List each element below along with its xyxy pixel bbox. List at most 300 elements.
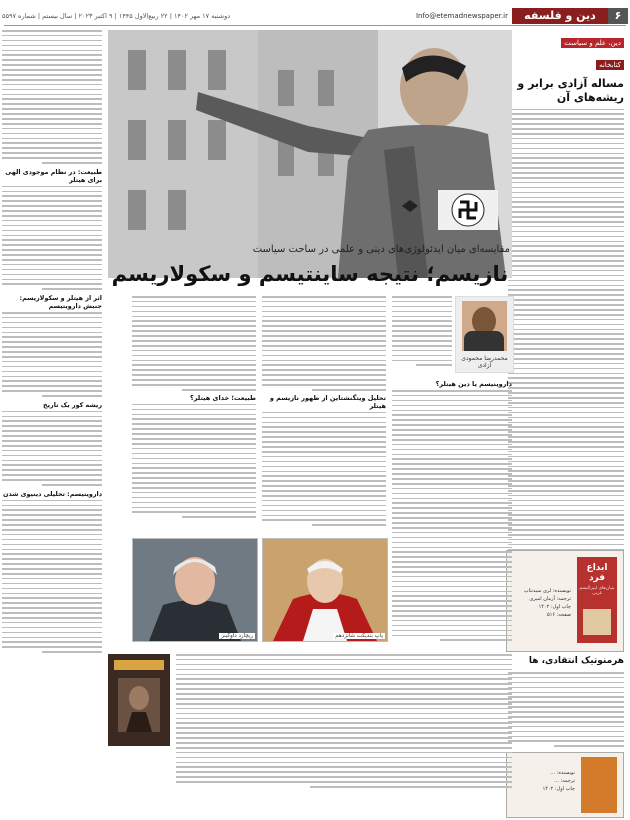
text-line bbox=[132, 369, 256, 371]
text-line bbox=[508, 333, 624, 335]
text-line bbox=[176, 669, 512, 671]
text-line bbox=[392, 478, 512, 480]
article-col-2 bbox=[262, 296, 386, 534]
right-column-title: مساله آزادی برابر و ریشه‌های آن bbox=[517, 77, 624, 104]
text-line bbox=[176, 708, 512, 710]
text-line bbox=[508, 510, 624, 512]
text-line bbox=[392, 551, 512, 553]
text-line bbox=[2, 617, 102, 619]
text-line bbox=[508, 294, 624, 296]
text-line bbox=[508, 113, 624, 115]
text-line bbox=[392, 595, 512, 597]
text-line bbox=[508, 182, 624, 184]
text-line bbox=[2, 558, 102, 560]
text-line bbox=[508, 304, 624, 306]
text-line bbox=[392, 340, 452, 342]
text-line bbox=[508, 358, 624, 360]
text-line bbox=[262, 422, 386, 424]
text-line bbox=[2, 103, 102, 105]
text-line bbox=[132, 492, 256, 494]
text-line bbox=[262, 330, 386, 332]
page-number: ۶ bbox=[608, 8, 628, 24]
text-line bbox=[2, 220, 102, 222]
text-line bbox=[262, 306, 386, 308]
text-line bbox=[2, 524, 102, 526]
text-line bbox=[508, 348, 624, 350]
text-line bbox=[2, 553, 102, 555]
second-book-title: هرمنوتیک انتقادی، ها bbox=[528, 656, 624, 666]
text-line bbox=[176, 674, 512, 676]
text-line bbox=[392, 301, 452, 303]
subhead: طبیعت: در نظام موجودی الهی برای هیتلر bbox=[5, 167, 102, 184]
text-line bbox=[392, 512, 512, 514]
text-line bbox=[2, 74, 102, 76]
text-line bbox=[392, 449, 512, 451]
text-line bbox=[262, 446, 386, 448]
text-line bbox=[508, 167, 624, 169]
text-line bbox=[440, 639, 512, 641]
text-line bbox=[2, 376, 102, 378]
text-line bbox=[2, 142, 102, 144]
text-line bbox=[132, 448, 256, 450]
text-line bbox=[392, 488, 512, 490]
text-line bbox=[508, 197, 624, 199]
text-line bbox=[508, 524, 624, 526]
text-line bbox=[392, 296, 452, 298]
text-line bbox=[2, 317, 102, 319]
book-ad-box bbox=[506, 550, 624, 652]
hero-overline: مقایسه‌ای میان ایدئولوژی‌های دینی و علمی در ساحت سیاست bbox=[252, 244, 510, 255]
text-line bbox=[508, 216, 624, 218]
text-line bbox=[132, 511, 256, 513]
text-line bbox=[392, 605, 512, 607]
subhead: داروینیسم یا دین هیتلر؟ bbox=[435, 380, 512, 388]
text-line bbox=[2, 312, 102, 314]
text-line bbox=[392, 330, 452, 332]
text-line bbox=[392, 635, 512, 637]
text-line bbox=[392, 620, 512, 622]
text-line bbox=[2, 54, 102, 56]
text-line bbox=[508, 143, 624, 145]
text-line bbox=[508, 153, 624, 155]
text-line bbox=[176, 693, 512, 695]
text-line bbox=[392, 355, 452, 357]
text-line bbox=[132, 423, 256, 425]
text-line bbox=[508, 461, 624, 463]
text-line bbox=[508, 480, 624, 482]
text-line bbox=[132, 458, 256, 460]
text-line bbox=[392, 473, 512, 475]
text-line bbox=[416, 364, 452, 366]
text-line bbox=[2, 94, 102, 96]
text-line bbox=[392, 390, 512, 392]
text-line bbox=[262, 441, 386, 443]
text-line bbox=[2, 191, 102, 193]
text-line bbox=[508, 431, 624, 433]
book-meta-line: ترجمه: آرمان امیری bbox=[529, 596, 571, 602]
book-cover-image bbox=[577, 557, 617, 643]
text-line bbox=[262, 451, 386, 453]
text-line bbox=[2, 239, 102, 241]
text-line bbox=[176, 659, 512, 661]
main-headline: نازیسم؛ نتیجه ساینتیسم و سکولاریسم bbox=[111, 262, 509, 286]
text-line bbox=[508, 382, 624, 384]
right-column-body-text bbox=[508, 109, 624, 575]
text-line bbox=[2, 583, 102, 585]
text-line bbox=[2, 505, 102, 507]
text-line bbox=[132, 472, 256, 474]
text-line bbox=[176, 683, 512, 685]
text-line bbox=[508, 514, 624, 516]
text-line bbox=[508, 682, 624, 684]
text-line bbox=[2, 336, 102, 338]
masthead bbox=[2, 8, 628, 24]
text-line bbox=[262, 500, 386, 502]
text-line bbox=[262, 360, 386, 362]
text-line bbox=[2, 108, 102, 110]
text-line bbox=[2, 500, 102, 502]
text-line bbox=[508, 172, 624, 174]
text-line bbox=[2, 371, 102, 373]
author-body bbox=[464, 331, 504, 351]
text-line bbox=[176, 713, 512, 715]
text-line bbox=[176, 766, 512, 768]
book-cover-subtitle: بنیان‌های لیبرالیسم غربی bbox=[579, 586, 615, 596]
text-line bbox=[392, 335, 452, 337]
text-line bbox=[508, 696, 624, 698]
subsection-tag: دین، علم و سیاست bbox=[561, 38, 624, 48]
book-meta-line: صفحه: ۵۱۶ bbox=[546, 612, 571, 618]
text-line bbox=[262, 374, 386, 376]
text-line bbox=[2, 563, 102, 565]
text-line bbox=[508, 133, 624, 135]
text-line bbox=[132, 345, 256, 347]
text-line bbox=[392, 522, 512, 524]
text-line bbox=[508, 500, 624, 502]
left-column bbox=[2, 30, 102, 815]
text-line bbox=[2, 59, 102, 61]
text-line bbox=[392, 434, 512, 436]
book-meta-line: نویسنده: لری سیدنتاپ bbox=[523, 588, 571, 594]
text-line bbox=[2, 450, 102, 452]
text-line bbox=[508, 177, 624, 179]
text-line bbox=[2, 464, 102, 466]
text-line bbox=[392, 615, 512, 617]
text-line bbox=[2, 479, 102, 481]
subhead: اثر از هیتلر و سکولاریسم: جنبش داروینیسم bbox=[19, 293, 102, 310]
text-line bbox=[2, 113, 102, 115]
text-line bbox=[508, 270, 624, 272]
text-line bbox=[2, 646, 102, 648]
text-line bbox=[2, 622, 102, 624]
email-link[interactable]: Info@etemadnewspaper.ir bbox=[415, 12, 508, 20]
subhead: داروینیسم: تحلیلی دینیوی شدن bbox=[3, 489, 102, 498]
text-line bbox=[262, 490, 386, 492]
text-line bbox=[132, 487, 256, 489]
text-line bbox=[508, 138, 624, 140]
text-line bbox=[392, 610, 512, 612]
text-line bbox=[508, 206, 624, 208]
text-line bbox=[508, 280, 624, 282]
text-line bbox=[262, 475, 386, 477]
text-line bbox=[392, 586, 512, 588]
text-line bbox=[2, 45, 102, 47]
text-line bbox=[2, 641, 102, 643]
text-line bbox=[508, 236, 624, 238]
text-line bbox=[508, 221, 624, 223]
text-line bbox=[2, 361, 102, 363]
text-line bbox=[2, 118, 102, 120]
text-line bbox=[392, 561, 512, 563]
text-line bbox=[132, 507, 256, 509]
text-line bbox=[132, 325, 256, 327]
text-line bbox=[2, 509, 102, 511]
text-line bbox=[508, 299, 624, 301]
text-line bbox=[42, 288, 102, 290]
text-line bbox=[2, 186, 102, 188]
text-line bbox=[2, 244, 102, 246]
text-line bbox=[508, 128, 624, 130]
text-line bbox=[392, 463, 512, 465]
text-line bbox=[2, 593, 102, 595]
section-banner: دین و فلسفه bbox=[512, 8, 608, 24]
text-line bbox=[262, 519, 386, 521]
text-line bbox=[262, 495, 386, 497]
masthead-rule bbox=[4, 25, 626, 26]
text-line bbox=[2, 332, 102, 334]
text-line bbox=[132, 438, 256, 440]
text-line bbox=[508, 466, 624, 468]
text-line bbox=[2, 474, 102, 476]
text-line bbox=[312, 389, 386, 391]
text-line bbox=[2, 30, 102, 32]
second-book-text bbox=[508, 672, 624, 750]
text-line bbox=[508, 544, 624, 546]
text-line bbox=[392, 429, 512, 431]
text-line bbox=[392, 468, 512, 470]
text-line bbox=[262, 369, 386, 371]
author-name: محمدرضا محمودی آزادی bbox=[461, 355, 508, 369]
text-line bbox=[508, 314, 624, 316]
text-line bbox=[508, 402, 624, 404]
text-line bbox=[508, 250, 624, 252]
article-col-1 bbox=[392, 380, 512, 650]
text-line bbox=[508, 422, 624, 424]
text-line bbox=[2, 460, 102, 462]
text-line bbox=[392, 325, 452, 327]
text-line bbox=[508, 740, 624, 742]
text-line bbox=[392, 591, 512, 593]
text-line bbox=[176, 781, 512, 783]
text-line bbox=[508, 711, 624, 713]
text-line bbox=[2, 152, 102, 154]
article-col-3 bbox=[132, 296, 256, 534]
text-line bbox=[2, 322, 102, 324]
text-line bbox=[176, 762, 512, 764]
text-line bbox=[508, 275, 624, 277]
text-line bbox=[392, 566, 512, 568]
text-line bbox=[2, 84, 102, 86]
text-line bbox=[508, 260, 624, 262]
text-line bbox=[508, 716, 624, 718]
text-line bbox=[132, 384, 256, 386]
dateline: دوشنبه ۱۷ مهر ۱۴۰۲ | ۲۲ ربیع‌الاول ۱۴۴۵ | ۹ اکتبر ۲۰۲۳ | سال بیستم | شماره ۵۵۹۷ bbox=[2, 12, 231, 20]
text-line bbox=[2, 573, 102, 575]
text-line bbox=[2, 64, 102, 66]
book-meta-line: چاپ اول: ۱۴۰۲ bbox=[538, 604, 571, 610]
text-line bbox=[508, 231, 624, 233]
text-line bbox=[2, 351, 102, 353]
text-line bbox=[176, 727, 512, 729]
text-line bbox=[2, 578, 102, 580]
text-line bbox=[508, 490, 624, 492]
text-line bbox=[2, 147, 102, 149]
text-line bbox=[262, 320, 386, 322]
text-line bbox=[508, 672, 624, 674]
text-line bbox=[182, 516, 256, 518]
text-line bbox=[2, 264, 102, 266]
text-line bbox=[508, 470, 624, 472]
text-line bbox=[2, 469, 102, 471]
text-line bbox=[508, 392, 624, 394]
text-line bbox=[508, 343, 624, 345]
text-line bbox=[392, 311, 452, 313]
text-line bbox=[262, 345, 386, 347]
text-line bbox=[176, 654, 512, 656]
text-line bbox=[262, 340, 386, 342]
text-line bbox=[508, 338, 624, 340]
text-line bbox=[2, 356, 102, 358]
text-line bbox=[508, 118, 624, 120]
text-line bbox=[132, 301, 256, 303]
text-line bbox=[176, 747, 512, 749]
text-line bbox=[262, 515, 386, 517]
text-line bbox=[262, 436, 386, 438]
text-line bbox=[508, 731, 624, 733]
second-book-cover-image bbox=[581, 757, 617, 813]
text-line bbox=[392, 581, 512, 583]
text-line bbox=[132, 340, 256, 342]
text-line bbox=[2, 50, 102, 52]
text-line bbox=[176, 718, 512, 720]
text-line bbox=[262, 510, 386, 512]
text-line bbox=[2, 425, 102, 427]
text-line bbox=[176, 664, 512, 666]
text-line bbox=[2, 40, 102, 42]
text-line bbox=[392, 493, 512, 495]
text-line bbox=[176, 752, 512, 754]
text-line bbox=[392, 483, 512, 485]
text-line bbox=[508, 495, 624, 497]
text-line bbox=[392, 316, 452, 318]
text-line bbox=[508, 353, 624, 355]
text-line bbox=[508, 426, 624, 428]
text-line bbox=[132, 414, 256, 416]
text-line bbox=[392, 424, 512, 426]
text-line bbox=[132, 443, 256, 445]
text-line bbox=[2, 588, 102, 590]
text-line bbox=[508, 397, 624, 399]
text-line bbox=[132, 482, 256, 484]
text-line bbox=[132, 428, 256, 430]
text-line bbox=[392, 345, 452, 347]
text-line bbox=[508, 363, 624, 365]
text-line bbox=[2, 534, 102, 536]
text-line bbox=[262, 480, 386, 482]
text-line bbox=[182, 389, 256, 391]
text-line bbox=[508, 505, 624, 507]
text-line bbox=[508, 201, 624, 203]
text-line bbox=[132, 409, 256, 411]
text-line bbox=[2, 79, 102, 81]
text-line bbox=[2, 346, 102, 348]
text-line bbox=[392, 571, 512, 573]
text-line bbox=[2, 366, 102, 368]
text-line bbox=[262, 431, 386, 433]
text-line bbox=[262, 461, 386, 463]
text-line bbox=[392, 502, 512, 504]
author-box bbox=[455, 296, 514, 373]
text-line bbox=[262, 335, 386, 337]
second-book-ad-box bbox=[506, 752, 624, 818]
text-line bbox=[508, 446, 624, 448]
text-line bbox=[392, 556, 512, 558]
text-line bbox=[508, 192, 624, 194]
text-line bbox=[392, 395, 512, 397]
text-line bbox=[2, 607, 102, 609]
text-line bbox=[508, 412, 624, 414]
text-line bbox=[262, 417, 386, 419]
text-line bbox=[310, 786, 512, 788]
text-line bbox=[508, 726, 624, 728]
text-line bbox=[2, 612, 102, 614]
text-line bbox=[2, 632, 102, 634]
text-line bbox=[2, 519, 102, 521]
text-line bbox=[42, 651, 102, 653]
text-line bbox=[2, 274, 102, 276]
second-book-meta bbox=[511, 769, 575, 793]
text-line bbox=[262, 471, 386, 473]
text-line bbox=[2, 195, 102, 197]
text-line bbox=[508, 456, 624, 458]
text-line bbox=[176, 732, 512, 734]
book-cover-bottom bbox=[108, 654, 170, 746]
book-meta-line: ترجمه: ... bbox=[554, 778, 575, 784]
text-line bbox=[508, 677, 624, 679]
text-line bbox=[508, 485, 624, 487]
text-line bbox=[262, 301, 386, 303]
text-line bbox=[508, 109, 624, 111]
text-line bbox=[262, 296, 386, 298]
text-line bbox=[508, 285, 624, 287]
text-line bbox=[262, 485, 386, 487]
text-line bbox=[176, 742, 512, 744]
text-line bbox=[2, 390, 102, 392]
text-line bbox=[508, 245, 624, 247]
text-line bbox=[508, 692, 624, 694]
text-line bbox=[176, 703, 512, 705]
text-line bbox=[2, 128, 102, 130]
text-line bbox=[2, 380, 102, 382]
text-line bbox=[508, 721, 624, 723]
text-line bbox=[132, 467, 256, 469]
text-line bbox=[262, 350, 386, 352]
text-line bbox=[132, 306, 256, 308]
text-line bbox=[392, 419, 512, 421]
text-line bbox=[508, 387, 624, 389]
text-line bbox=[508, 701, 624, 703]
text-line bbox=[392, 350, 452, 352]
